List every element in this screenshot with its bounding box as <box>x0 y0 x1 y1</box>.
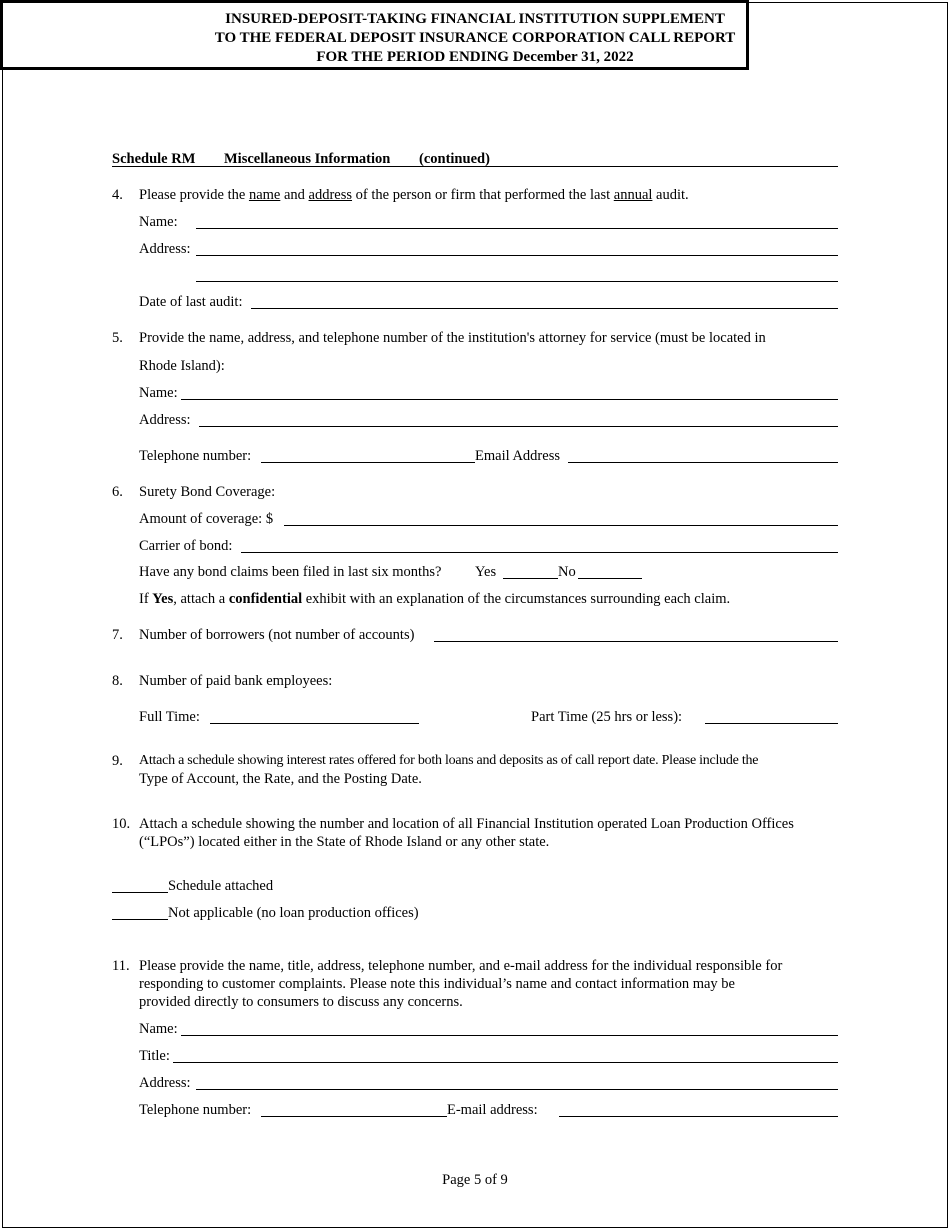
q6-yes-field[interactable] <box>503 578 558 579</box>
q6-no-field[interactable] <box>578 578 642 579</box>
q5-name-label: Name: <box>139 385 178 401</box>
q11-number: 11. <box>112 958 130 974</box>
q6-amount-label: Amount of coverage: $ <box>139 511 274 527</box>
q4-address-label: Address: <box>139 241 191 257</box>
q5-question-line-1: Provide the name, address, and telephone number of the institution's attorney for service (must be located in <box>139 330 766 346</box>
q4-question: Please provide the name and address of the person or firm that performed the last annual audit. <box>139 187 689 203</box>
q8-label: Number of paid bank employees: <box>139 673 333 689</box>
q6-amount-field[interactable] <box>284 525 838 526</box>
q8-part-time-field[interactable] <box>705 723 838 724</box>
q4-number: 4. <box>112 187 123 203</box>
q4-name-field[interactable] <box>196 228 838 229</box>
q11-name-label: Name: <box>139 1021 178 1037</box>
schedule-title: Miscellaneous Information <box>224 151 391 167</box>
q5-email-label: Email Address <box>475 448 560 464</box>
q5-email-field[interactable] <box>568 462 838 463</box>
q8-full-time-field[interactable] <box>210 723 419 724</box>
q5-address-label: Address: <box>139 412 191 428</box>
q4-address-field-2[interactable] <box>196 281 838 282</box>
q11-phone-field[interactable] <box>261 1116 447 1117</box>
schedule-code: Schedule RM <box>112 151 196 167</box>
q4-date-label: Date of last audit: <box>139 294 243 310</box>
q5-phone-label: Telephone number: <box>139 448 252 464</box>
q6-carrier-label: Carrier of bond: <box>139 538 233 554</box>
q10-option-2-label: Not applicable (no loan production offices) <box>168 905 419 921</box>
q11-email-label: E-mail address: <box>447 1102 538 1118</box>
page-number: Page 5 of 9 <box>442 1172 508 1188</box>
q7-field[interactable] <box>434 641 838 642</box>
q5-address-field[interactable] <box>199 426 838 427</box>
q10-option-1-label: Schedule attached <box>168 878 274 894</box>
q7-number: 7. <box>112 627 123 643</box>
header-line-3: FOR THE PERIOD ENDING December 31, 2022 <box>316 49 634 65</box>
q5-question-line-2: Rhode Island): <box>139 358 225 374</box>
q11-email-field[interactable] <box>559 1116 838 1117</box>
q4-name-label: Name: <box>139 214 178 230</box>
schedule-underline <box>112 166 838 167</box>
q11-name-field[interactable] <box>181 1035 838 1036</box>
q11-phone-label: Telephone number: <box>139 1102 252 1118</box>
q11-address-field[interactable] <box>196 1089 838 1090</box>
q6-note: If Yes, attach a confidential exhibit with an explanation of the circumstances surrounding each claim. <box>139 591 731 607</box>
q6-no-label: No <box>558 564 576 580</box>
q4-date-field[interactable] <box>251 308 838 309</box>
q10-line-2: (“LPOs”) located either in the State of Rhode Island or any other state. <box>139 834 550 850</box>
q9-line-2: Type of Account, the Rate, and the Posting Date. <box>139 771 422 787</box>
q11-title-label: Title: <box>139 1048 170 1064</box>
q10-number: 10. <box>112 816 131 832</box>
q8-full-time-label: Full Time: <box>139 709 200 725</box>
header-line-1: INSURED-DEPOSIT-TAKING FINANCIAL INSTITUTION SUPPLEMENT <box>225 11 725 27</box>
q6-carrier-field[interactable] <box>241 552 838 553</box>
q11-line-1: Please provide the name, title, address, telephone number, and e-mail address for the individual responsible for <box>139 958 783 974</box>
q5-phone-field[interactable] <box>261 462 475 463</box>
q10-option-2-field[interactable] <box>112 919 168 920</box>
q4-address-field-1[interactable] <box>196 255 838 256</box>
q11-address-label: Address: <box>139 1075 191 1091</box>
q6-number: 6. <box>112 484 123 500</box>
q6-yes-label: Yes <box>475 564 497 580</box>
header-box <box>0 0 749 70</box>
q8-part-time-label: Part Time (25 hrs or less): <box>531 709 683 725</box>
q8-number: 8. <box>112 673 123 689</box>
q10-line-1: Attach a schedule showing the number and location of all Financial Institution operated Loan Production Offices <box>139 816 794 832</box>
q5-number: 5. <box>112 330 123 346</box>
q5-name-field[interactable] <box>181 399 838 400</box>
q11-line-3: provided directly to consumers to discuss any concerns. <box>139 994 463 1010</box>
q10-option-1-field[interactable] <box>112 892 168 893</box>
header-line-2: TO THE FEDERAL DEPOSIT INSURANCE CORPORATION CALL REPORT <box>214 30 736 46</box>
schedule-note: (continued) <box>419 151 490 167</box>
q11-line-2: responding to customer complaints. Please note this individual’s name and contact information may be <box>139 976 735 992</box>
q7-label: Number of borrowers (not number of accounts) <box>139 627 415 643</box>
q9-line-1: Attach a schedule showing interest rates offered for both loans and deposits as of call report date. Please include the <box>139 753 759 768</box>
q6-title: Surety Bond Coverage: <box>139 484 276 500</box>
q6-claims-question: Have any bond claims been filed in last six months? <box>139 564 442 580</box>
q11-title-field[interactable] <box>173 1062 838 1063</box>
q9-number: 9. <box>112 753 123 769</box>
